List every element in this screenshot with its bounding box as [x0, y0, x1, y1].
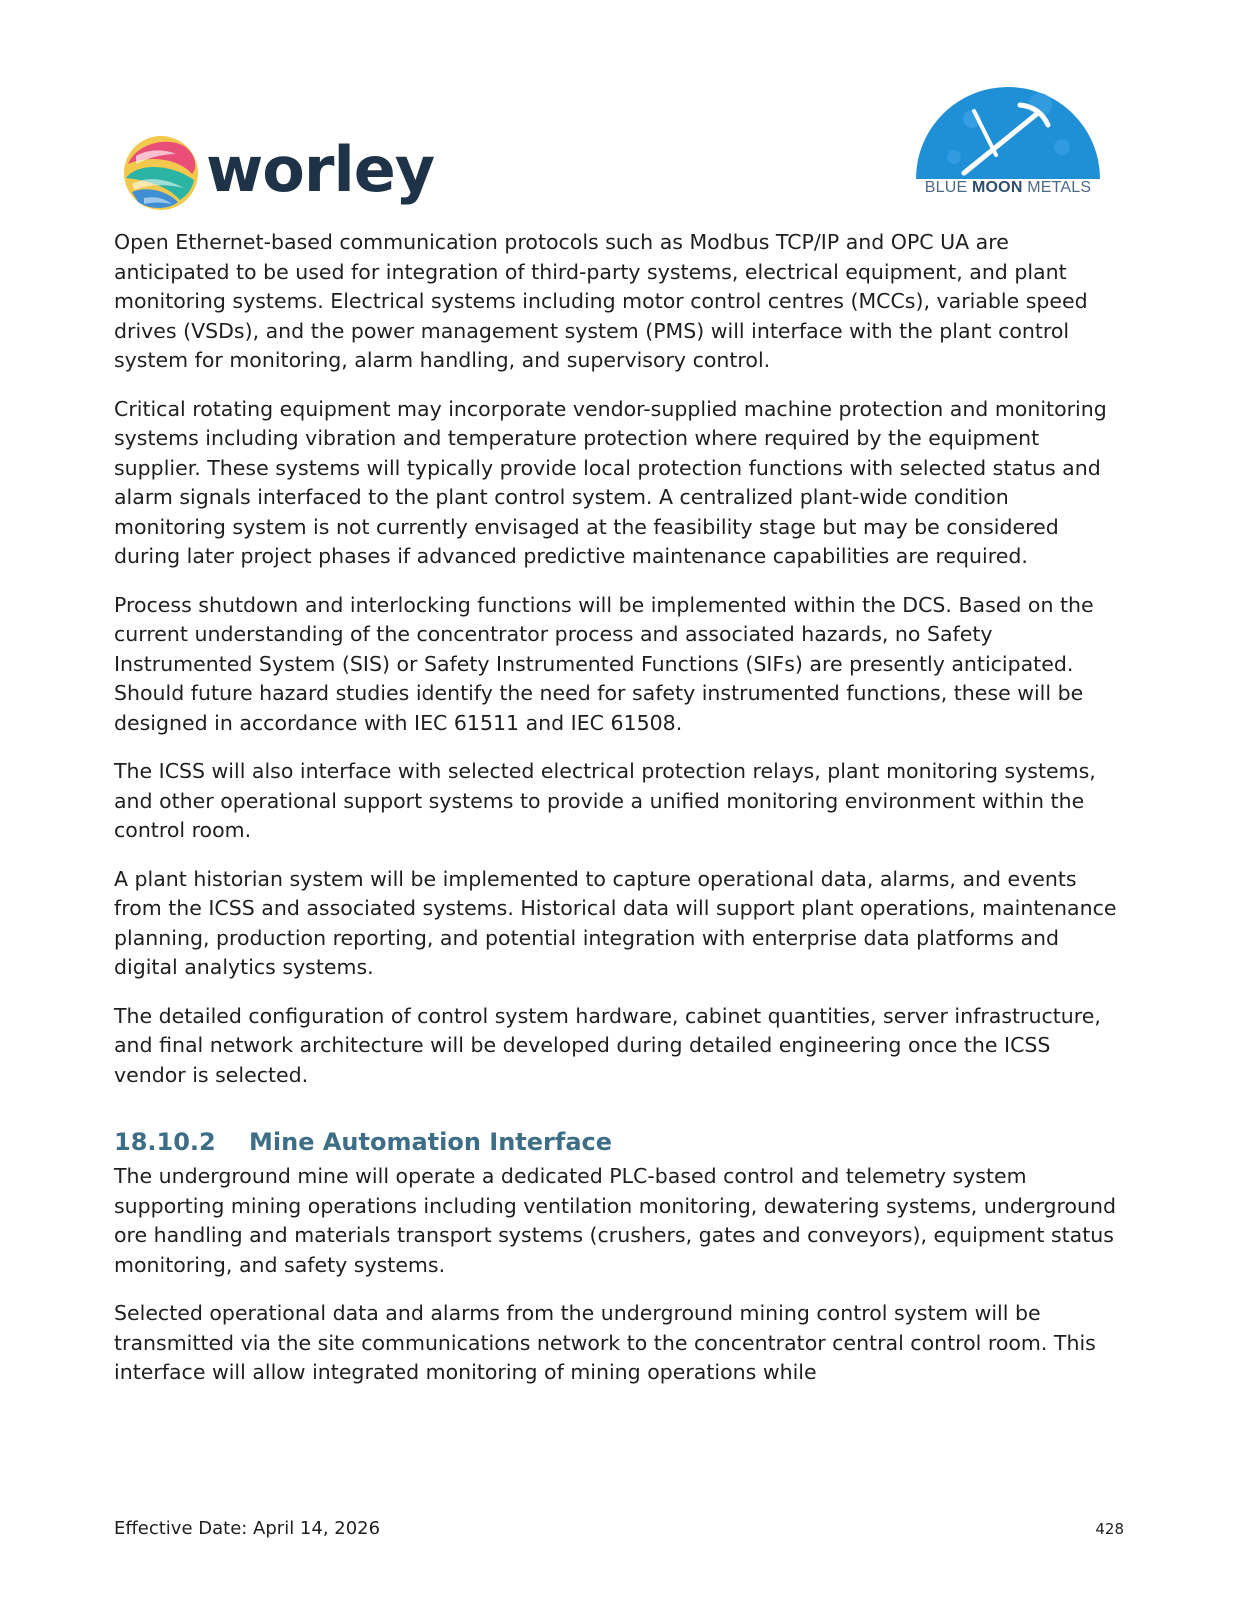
body-paragraph: The detailed configuration of control system hardware, cabinet quantities, server infrastructure, and final network architecture will be developed during detailed engineering once the ICSS vendor is selected. [114, 1003, 1101, 1087]
section-heading [114, 1126, 1124, 1158]
moon-pickaxe-icon [912, 75, 1104, 179]
section-title: Mine Automation Interface [249, 1128, 613, 1156]
document-body [114, 228, 1124, 1407]
section-paragraph: Selected operational data and alarms from the underground mining control system will be transmitted via the site communications network to the concentrator central control room. This interface will allow integrated monitoring of mining operations while [114, 1301, 1096, 1384]
page-number: 428 [1095, 1520, 1124, 1538]
body-paragraph: The ICSS will also interface with selected electrical protection relays, plant monitoring systems, and other operational support systems to provide a unified monitoring environment within the control room. [114, 759, 1096, 842]
effective-date: Effective Date: April 14, 2026 [114, 1518, 381, 1539]
body-paragraph: A plant historian system will be implemented to capture operational data, alarms, and events from the ICSS and associated systems. Historical data will support plant operations, maintenance planning, production reporting, and potential integration with enterprise data platforms and digital analytics systems. [114, 866, 1117, 979]
worley-logo [122, 128, 452, 218]
blue-moon-metals-wordmark: BLUE MOON METALS [924, 179, 1092, 196]
blue-moon-metals-logo [908, 75, 1108, 205]
page-footer [114, 1518, 1124, 1548]
worley-wordmark: worley [206, 133, 435, 206]
page-header [0, 0, 1250, 230]
body-paragraph: Process shutdown and interlocking functions will be implemented within the DCS. Based on the current understanding of the concentrator process and associated hazards, no Safety Instrumented System (SIS) or Safety Instrumented Functions (SIFs) are presently anticipated. Should future hazard studies identify the need for safety instrumented functions, these will be designed in accordance with IEC 61511 and IEC 61508. [114, 592, 1094, 735]
body-paragraph: Open Ethernet-based communication protocols such as Modbus TCP/IP and OPC UA are anticipated to be used for integration of third-party systems, electrical equipment, and plant monitoring systems. Electrical systems including motor control centres (MCCs), variable speed drives (VSDs), and the power management system (PMS) will interface with the plant control system for monitoring, alarm handling, and supervisory control. [114, 230, 1088, 372]
worley-swirl-icon [122, 134, 200, 212]
section-number: 18.10.2 [114, 1128, 216, 1156]
body-paragraph: Critical rotating equipment may incorporate vendor-supplied machine protection and monitoring systems including vibration and temperature protection where required by the equipment supplier. These systems will typically provide local protection functions with selected status and alarm signals interfaced to the plant control system. A centralized plant-wide condition monitoring system is not currently envisaged at the feasibility stage but may be considered during later project phases if advanced predictive maintenance capabilities are required. [114, 396, 1107, 568]
section-paragraph: The underground mine will operate a dedicated PLC-based control and telemetry system supporting mining operations including ventilation monitoring, dewatering systems, underground ore handling and materials transport systems (crushers, gates and conveyors), equipment status monitoring, and safety systems. [114, 1164, 1117, 1277]
